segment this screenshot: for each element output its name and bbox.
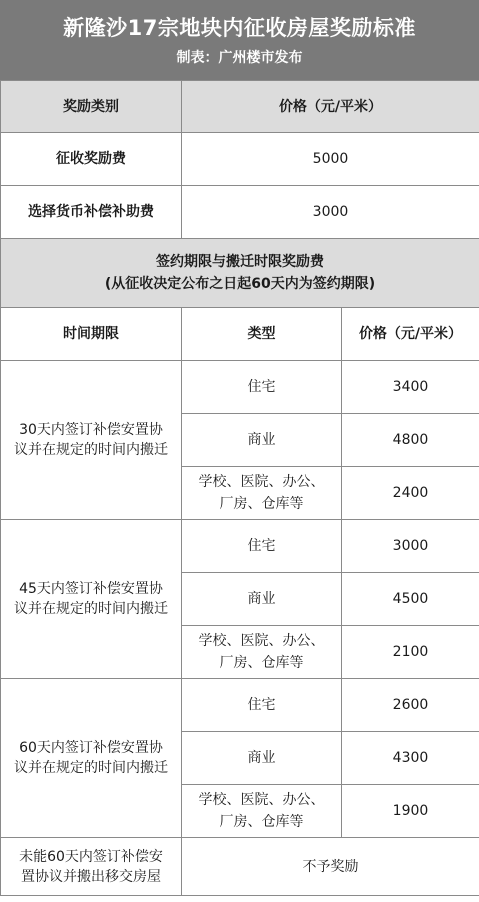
price-cell: 3400 <box>342 361 479 414</box>
price-cell: 3000 <box>342 520 479 573</box>
price-cell: 2400 <box>342 467 479 520</box>
section-title: 签约期限与搬迁时限奖励费 <box>156 254 324 270</box>
section-header <box>1 239 479 308</box>
reward-table <box>0 80 479 896</box>
type-text: 学校、医院、办公、 <box>198 792 325 808</box>
period-text: 45天内签订补偿安置协 <box>19 581 163 597</box>
type-cell: 住宅 <box>182 361 342 414</box>
type-cell: 商业 <box>182 732 342 785</box>
section-header-row <box>1 239 479 308</box>
footer-row <box>1 838 479 896</box>
section-note: (从征收决定公布之日起60天内为签约期限) <box>104 276 376 292</box>
table-row <box>1 679 479 732</box>
page-title: 新隆沙17宗地块内征收房屋奖励标准 <box>63 16 416 40</box>
footer-label <box>1 838 182 896</box>
period-text: 议并在规定的时间内搬迁 <box>14 760 168 776</box>
row-label: 选择货币补偿补助费 <box>1 186 182 239</box>
type-cell: 住宅 <box>182 679 342 732</box>
price-cell: 2600 <box>342 679 479 732</box>
table1-header-row <box>1 81 479 133</box>
type-cell: 商业 <box>182 414 342 467</box>
type-cell <box>182 467 342 520</box>
price-cell: 1900 <box>342 785 479 838</box>
table2-header-row <box>1 308 479 361</box>
price-cell: 4800 <box>342 414 479 467</box>
row-value: 5000 <box>182 133 479 186</box>
price-cell: 4500 <box>342 573 479 626</box>
period-text: 议并在规定的时间内搬迁 <box>14 601 168 617</box>
period-text: 议并在规定的时间内搬迁 <box>14 442 168 458</box>
footer-label-text: 未能60天内签订补偿安 <box>19 848 163 865</box>
price-cell: 4300 <box>342 732 479 785</box>
period-text: 60天内签订补偿安置协 <box>19 740 163 756</box>
col-header-type: 类型 <box>182 308 342 361</box>
row-value: 3000 <box>182 186 479 239</box>
period-text: 30天内签订补偿安置协 <box>19 422 163 438</box>
period-cell <box>1 679 182 838</box>
type-cell <box>182 626 342 679</box>
type-cell: 住宅 <box>182 520 342 573</box>
footer-label-text: 置协议并搬出移交房屋 <box>21 868 161 885</box>
period-cell <box>1 361 182 520</box>
table-row <box>1 520 479 573</box>
type-cell <box>182 785 342 838</box>
table-row <box>1 361 479 414</box>
col-header-category: 奖励类别 <box>1 81 182 133</box>
type-text: 厂房、仓库等 <box>219 655 304 671</box>
table-row <box>1 186 479 239</box>
table-row <box>1 133 479 186</box>
type-text: 厂房、仓库等 <box>219 496 304 512</box>
type-text: 学校、医院、办公、 <box>198 633 325 649</box>
type-text: 厂房、仓库等 <box>219 814 304 830</box>
type-text: 学校、医院、办公、 <box>198 474 325 490</box>
price-cell: 2100 <box>342 626 479 679</box>
period-cell <box>1 520 182 679</box>
footer-value: 不予奖励 <box>182 838 479 896</box>
col-header-price: 价格（元/平米） <box>182 81 479 133</box>
col-header-price: 价格（元/平米） <box>342 308 479 361</box>
col-header-period: 时间期限 <box>1 308 182 361</box>
page-subtitle: 制表：广州楼市发布 <box>176 50 303 66</box>
row-label: 征收奖励费 <box>1 133 182 186</box>
title-banner <box>0 0 479 80</box>
type-cell: 商业 <box>182 573 342 626</box>
